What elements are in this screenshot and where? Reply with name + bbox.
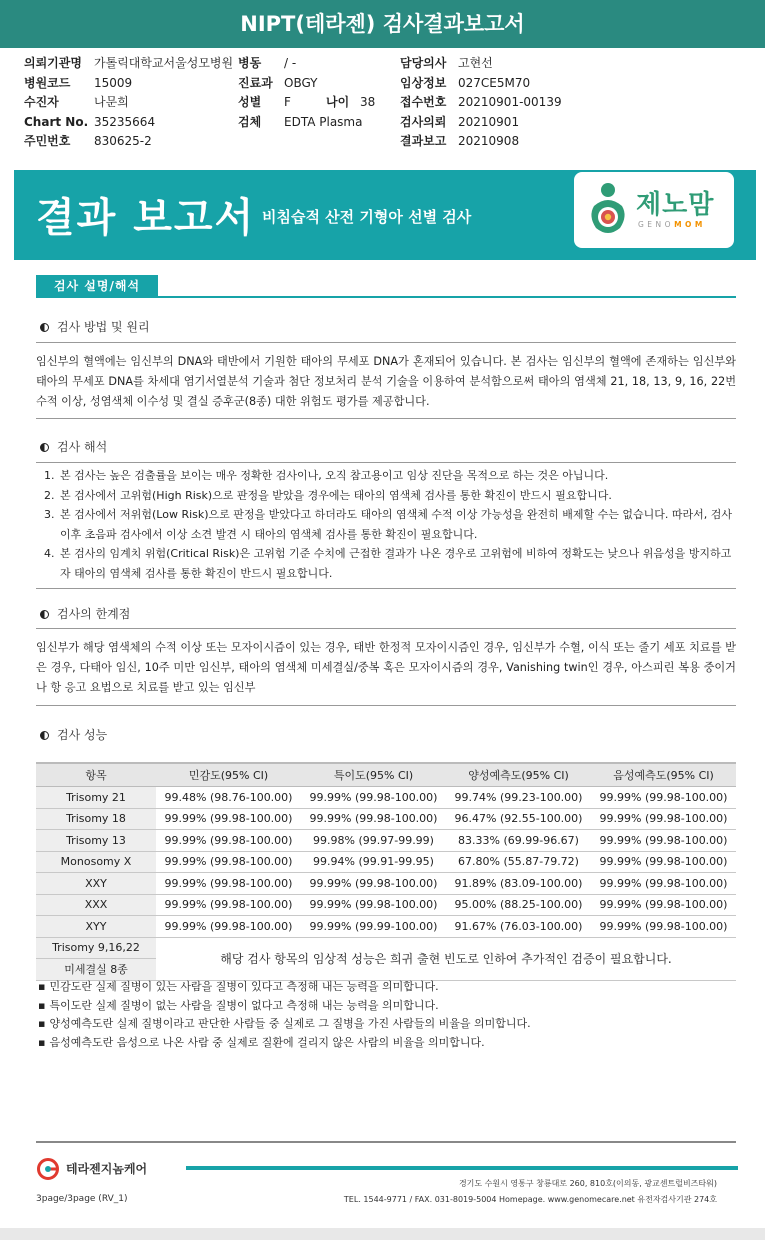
info-value: 고현선 [458,56,493,70]
list-item: 2. 본 검사에서 고위험(High Risk)으로 판정을 받았을 경우에는 태아의 염색체 검사를 통한 확진이 반드시 필요합니다. [44,488,612,502]
list-item: 4. 본 검사의 임계치 위험(Critical Risk)은 고위험 기준 수치에 근접한 결과가 나온 경우로 고위험에 비하여 정확도는 낮으나 위음성을 방지하고자 태아의 염색체 검사를 통한 확진이 반드시 필요합니다. [44,547,732,580]
banner-subtitle: 비침습적 산전 기형아 선별 검사 [262,208,472,226]
performance-table [36,762,736,981]
address-line: 경기도 수원시 영통구 창룡대로 260, 810호(이의동, 광교센트럴비즈타워) [458,1179,717,1188]
info-key: 병원코드 [24,75,71,90]
info-key: 검체 [238,114,262,129]
info-value: 나문희 [94,95,129,109]
table-cell: 99.48% (98.76-100.00) [156,787,301,809]
table-row [36,851,736,873]
table-cell: 99.99% (99.98-100.00) [156,830,301,852]
table-cell: 99.99% (99.98-100.00) [591,787,736,809]
info-value: 830625-2 [94,134,152,148]
divider [36,588,736,589]
brand-name: 제노맘 [636,190,715,220]
info-row [400,93,562,113]
column-header: 음성예측도(95% CI) [591,763,736,787]
half-circle-icon [40,731,49,740]
interpretation-list [36,466,736,583]
table-cell: 99.99% (99.98-100.00) [301,894,446,916]
genomom-mark-icon [586,180,630,240]
info-key: 수진자 [24,95,59,109]
list-item: ▪ 양성예측도란 실제 질병이라고 판단한 사람들 중 실제로 그 질병을 가진 사람들의 비율을 의미합니다. [38,1015,531,1034]
table-cell: 99.99% (99.98-100.00) [301,787,446,809]
info-key: 주민번호 [24,134,71,148]
info-row [24,54,233,74]
terragen-logo-icon [34,1158,64,1180]
info-value: 20210901 [458,114,520,129]
half-circle-icon [40,610,49,619]
table-cell: XXY [36,873,156,895]
info-value: OBGY [284,75,318,90]
table-cell: 99.99% (99.98-100.00) [591,894,736,916]
table-row [36,808,736,830]
method-text: 임신부의 혈액에는 임신부의 DNA와 태반에서 기원한 태아의 무세포 DNA가 혼재되어 있습니다. 본 검사는 임신부의 혈액에 존재하는 임신부와 태아의 무세포 DNA를 차세대 염기서열분석 기술과 첨단 정보처리 분석 기술을 이용하여 분석함으로써 태아의 염색체 21, 18, 13, 9, 16, 22번 수적 이상, 성염색체 이수성 및 결실 증후군(8종) 대한 위험도 평가를 제공합니다. [36,355,736,408]
list-item: ▪ 음성예측도란 음성으로 나온 사람 중 실제로 질환에 걸리지 않은 사람의 비율을 의미합니다. [38,1034,531,1053]
table-cell: 99.99% (99.98-100.00) [156,851,301,873]
performance-note: 해당 검사 항목의 임상적 성능은 희귀 출현 빈도로 인하여 추가적인 검증이 필요합니다. [156,937,736,980]
list-item: ▪ 민감도란 실제 질병이 있는 사람을 질병이 있다고 측정해 내는 능력을 의미합니다. [38,978,531,997]
info-row [24,74,233,94]
table-cell: 99.99% (99.98-100.00) [591,830,736,852]
info-row [24,93,233,113]
info-value: EDTA Plasma [284,114,363,129]
table-row [36,873,736,895]
table-cell: Trisomy 18 [36,808,156,830]
table-cell: 67.80% (55.87-79.72) [446,851,591,873]
info-key: 성별 [238,95,262,109]
half-circle-icon [40,443,49,452]
table-cell: 미세결실 8종 [36,959,156,981]
table-cell: 99.99% (99.98-100.00) [156,873,301,895]
table-cell: 99.99% (99.98-100.00) [156,916,301,938]
half-circle-icon [40,323,49,332]
info-row [24,113,233,133]
page-number: 3page/3page (RV_1) [36,1194,128,1204]
age-key: 나이 [326,95,350,109]
info-row [24,132,233,152]
list-item: ▪ 특이도란 실제 질병이 없는 사람을 질병이 없다고 측정해 내는 능력을 의미합니다. [38,997,531,1016]
info-row [400,74,562,94]
table-cell: 99.99% (99.98-100.00) [156,808,301,830]
definitions-list [38,978,531,1053]
section-heading-method: 검사 방법 및 원리 [40,318,150,335]
table-cell: 99.74% (99.23-100.00) [446,787,591,809]
info-row [400,54,562,74]
info-value: F [284,95,291,109]
patient-info-col3 [400,54,562,152]
column-header: 특이도(95% CI) [301,763,446,787]
tab-underline [36,296,736,298]
patient-info-col1 [24,54,233,152]
table-cell: 99.99% (99.98-100.00) [156,894,301,916]
divider [36,705,736,706]
table-cell: 99.99% (99.98-100.00) [301,873,446,895]
info-key: 임상정보 [400,75,447,90]
column-header: 양성예측도(95% CI) [446,763,591,787]
table-row [36,787,736,809]
info-row [400,113,562,133]
table-cell: XYY [36,916,156,938]
bottom-strip [0,1228,765,1240]
info-value: 가톨릭대학교서울성모병원 [94,56,234,70]
table-header-row [36,763,736,787]
info-row [238,93,375,113]
info-value: 20210901-00139 [458,95,562,109]
brand-english: GENOMOM [638,220,706,229]
section-tab: 검사 설명/해석 [36,275,158,297]
info-value: / - [284,56,297,70]
table-cell: Trisomy 13 [36,830,156,852]
footer-divider [36,1141,736,1143]
company-name: 테라젠지놈케어 [66,1162,148,1176]
table-cell: 99.94% (99.91-99.95) [301,851,446,873]
table-cell: 91.67% (76.03-100.00) [446,916,591,938]
table-cell: 83.33% (69.99-96.67) [446,830,591,852]
limitations-text: 임신부가 해당 염색체의 수적 이상 또는 모자이시즘이 있는 경우, 태반 한정적 모자이시즘인 경우, 임신부가 수혈, 이식 또는 줄기 세포 치료를 받은 경우, 다태아 임신, 10주 미만 임신부, 태아의 염색체 미세결실/중복 혹은 모자이시즘의 경우, Vanishing twin인 경우, 아스피린 복용 중이거나 항 응고 요법으로 치료를 받고 있는 임신부 [36,641,736,694]
table-cell: 91.89% (83.09-100.00) [446,873,591,895]
table-cell: 96.47% (92.55-100.00) [446,808,591,830]
info-value: 20210908 [458,134,520,148]
table-cell: 99.99% (99.98-100.00) [591,808,736,830]
report-title: NIPT(테라젠) 검사결과보고서 [240,12,525,36]
divider [36,342,736,343]
info-value: 35235664 [94,114,156,129]
info-key: 결과보고 [400,134,447,148]
info-row [238,113,375,133]
info-row [238,54,375,74]
info-key: 담당의사 [400,56,447,70]
column-header: 민감도(95% CI) [156,763,301,787]
table-row [36,830,736,852]
table-cell: Monosomy X [36,851,156,873]
info-key: 진료과 [238,75,273,90]
info-key: Chart No. [24,114,89,129]
section-heading-limitations: 검사의 한계점 [40,605,130,622]
patient-info-col2 [238,54,375,132]
footer-accent-bar [186,1166,738,1170]
age-value: 38 [360,95,376,109]
info-row [238,74,375,94]
table-cell: Trisomy 21 [36,787,156,809]
table-cell: 99.99% (99.98-100.00) [591,916,736,938]
table-row [36,916,736,938]
table-cell: 99.99% (99.99-100.00) [301,916,446,938]
divider [36,418,736,419]
table-cell: 95.00% (88.25-100.00) [446,894,591,916]
info-key: 접수번호 [400,95,447,109]
table-row [36,937,736,959]
section-heading-interpretation: 검사 해석 [40,438,107,455]
list-item: 3. 본 검사에서 저위험(Low Risk)으로 판정을 받았다고 하더라도 태아의 염색체 수적 이상 가능성을 완전히 배제할 수는 없습니다. 따라서, 검사 이후 초음파 검사에서 이상 소견 발견 시 태아의 염색체 검사를 통한 확진이 필요합니다. [44,508,733,541]
info-key: 검사의뢰 [400,114,447,129]
table-cell: 99.99% (99.98-100.00) [591,873,736,895]
table-cell: 99.99% (99.98-100.00) [301,808,446,830]
company-address [344,1176,717,1208]
divider [36,628,736,629]
list-item: 1. 본 검사는 높은 검출률을 보이는 매우 정확한 검사이나, 오직 참고용이고 임상 진단을 목적으로 하는 것은 아닙니다. [44,469,609,482]
table-cell: 99.99% (99.98-100.00) [591,851,736,873]
info-key: 의뢰기관명 [24,56,82,70]
section-heading-performance: 검사 성능 [40,726,107,743]
info-value: 15009 [94,75,133,90]
genomom-logo [574,172,734,248]
table-cell: XXX [36,894,156,916]
contact-line: TEL. 1544-9771 / FAX. 031-8019-5004 Homepage. www.genomecare.net 유전자검사기관 274호 [343,1195,717,1204]
table-cell: 99.98% (99.97-99.99) [301,830,446,852]
column-header: 항목 [36,763,156,787]
info-row [400,132,562,152]
info-key: 병동 [238,56,262,70]
result-banner [14,170,756,260]
table-cell: Trisomy 9,16,22 [36,937,156,959]
table-row [36,894,736,916]
report-title-bar [0,0,765,48]
divider [36,462,736,463]
info-value: 027CE5M70 [458,75,531,90]
banner-title: 결과 보고서 [36,195,256,241]
